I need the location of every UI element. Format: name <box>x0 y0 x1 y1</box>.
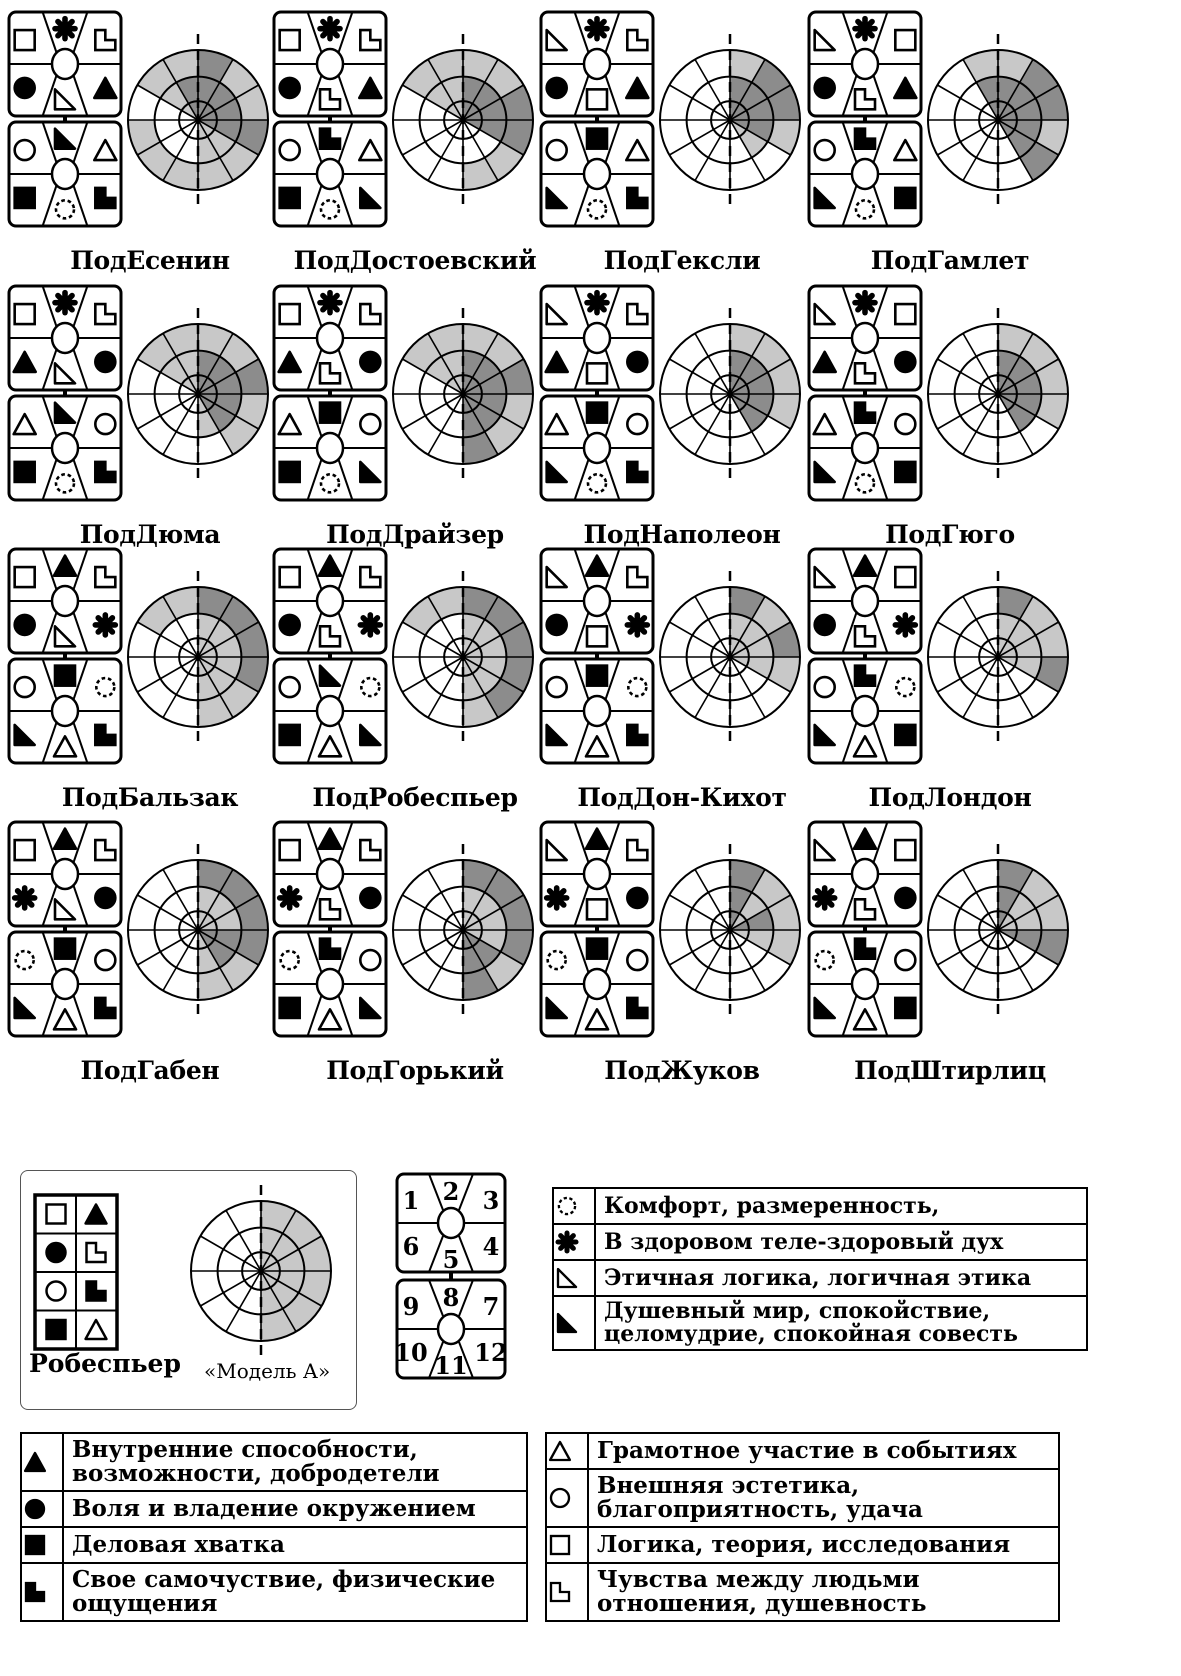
sociotype-label: ПодДостоевский <box>293 246 537 275</box>
legend-text: Душевный мир, спокойствие, целомудрие, спокойная совесть <box>595 1296 1087 1350</box>
circle-filled-icon <box>15 615 35 635</box>
square-outline-icon <box>895 840 915 860</box>
sociotype-diagram <box>805 8 1095 244</box>
legend-row <box>546 1469 1059 1527</box>
asterisk-icon <box>95 615 115 635</box>
legend-row <box>553 1260 1087 1296</box>
circle-outline-icon <box>280 677 300 697</box>
legend-text: Деловая хватка <box>63 1527 527 1563</box>
sociotype-label: ПодЖуков <box>604 1056 760 1085</box>
sociotype-label: ПодГамлет <box>870 246 1030 275</box>
circle-outline-icon <box>815 677 835 697</box>
comfort-icon <box>56 474 74 492</box>
circle-filled-icon <box>360 888 380 908</box>
sociotype-cell <box>805 8 1095 288</box>
asterisk-icon <box>815 888 835 908</box>
legend-row <box>21 1433 527 1491</box>
circle-outline-icon <box>895 414 915 434</box>
sociotype-label: ПодГексли <box>603 246 761 275</box>
legend-text: Воля и владение окружением <box>63 1491 527 1527</box>
circle-filled-icon <box>547 615 567 635</box>
position-number: 8 <box>442 1283 460 1312</box>
square-filled-icon <box>895 998 915 1018</box>
sociotype-label: ПодДюма <box>79 520 221 549</box>
sociotype-diagram <box>5 818 295 1054</box>
sociotype-label: ПодРобеспьер <box>312 783 518 812</box>
circle-outline-icon <box>551 1489 569 1507</box>
square-filled-icon <box>587 666 607 686</box>
square-outline-icon <box>587 626 607 646</box>
asterisk-icon <box>895 615 915 635</box>
comfort-icon <box>16 951 34 969</box>
circle-filled-icon <box>95 352 115 372</box>
position-number: 2 <box>442 1177 460 1206</box>
legend-right <box>545 1432 1060 1622</box>
robespierre-name: Робеспьер <box>29 1349 181 1378</box>
legend-text: Комфорт, размеренность, <box>595 1188 1087 1224</box>
sociotype-cell <box>805 282 1095 562</box>
square-filled-icon <box>320 403 340 423</box>
asterisk-icon <box>360 615 380 635</box>
sociotype-diagram <box>805 818 1095 1054</box>
circle-outline-icon <box>627 414 647 434</box>
sociotype-label: ПодГюго <box>885 520 1015 549</box>
sociotype-diagram <box>537 818 827 1054</box>
square-outline-icon <box>280 30 300 50</box>
position-number: 6 <box>402 1232 420 1261</box>
sociotype-label: ПодГабен <box>80 1056 220 1085</box>
circle-outline-icon <box>627 950 647 970</box>
sociotype-label: ПодДон-Кихот <box>577 783 787 812</box>
position-number: 9 <box>402 1292 420 1321</box>
asterisk-icon <box>55 293 75 313</box>
sociotype-label: ПодНаполеон <box>583 520 781 549</box>
circle-outline-icon <box>280 140 300 160</box>
sociotype-cell <box>270 545 560 825</box>
square-outline-icon <box>47 1205 66 1224</box>
circle-filled-icon <box>547 78 567 98</box>
circle-filled-icon <box>280 615 300 635</box>
square-outline-icon <box>280 840 300 860</box>
position-number: 10 <box>394 1338 428 1367</box>
square-outline-icon <box>280 567 300 587</box>
right-triangle-outline-icon <box>558 1269 576 1287</box>
circle-outline-icon <box>47 1282 66 1301</box>
circle-filled-icon <box>627 352 647 372</box>
legend-text: В здоровом теле-здоровый дух <box>595 1224 1087 1260</box>
comfort-icon <box>628 678 646 696</box>
circle-filled-icon <box>815 78 835 98</box>
sociotype-diagram <box>5 545 295 781</box>
legend-left <box>20 1432 528 1622</box>
circle-outline-icon <box>547 677 567 697</box>
legend-text: Внутренние способности, возможности, добродетели <box>63 1433 527 1491</box>
circle-outline-icon <box>360 414 380 434</box>
robespierre-wheel <box>181 1181 341 1381</box>
legend-row <box>546 1527 1059 1563</box>
square-filled-icon <box>587 129 607 149</box>
sociotype-diagram <box>537 545 827 781</box>
comfort-icon <box>56 200 74 218</box>
comfort-icon <box>856 200 874 218</box>
asterisk-icon <box>547 888 567 908</box>
square-filled-icon <box>895 462 915 482</box>
legend-small <box>552 1187 1088 1351</box>
sociotype-diagram <box>537 8 827 244</box>
position-number: 7 <box>482 1292 500 1321</box>
asterisk-icon <box>855 293 875 313</box>
circle-outline-icon <box>547 140 567 160</box>
sociotype-label: ПодЛондон <box>868 783 1032 812</box>
circle-filled-icon <box>627 888 647 908</box>
square-filled-icon <box>280 725 300 745</box>
sociotype-label: ПодШтирлиц <box>854 1056 1046 1085</box>
comfort-icon <box>361 678 379 696</box>
asterisk-icon <box>558 1233 576 1251</box>
legend-text: Этичная логика, логичная этика <box>595 1260 1087 1296</box>
comfort-icon <box>548 951 566 969</box>
right-triangle-filled-icon <box>558 1314 576 1332</box>
sociotype-cell <box>5 818 295 1098</box>
asterisk-icon <box>320 19 340 39</box>
square-outline-icon <box>15 567 35 587</box>
square-filled-icon <box>895 725 915 745</box>
sociotype-cell <box>805 545 1095 825</box>
comfort-icon <box>281 951 299 969</box>
sociotype-diagram <box>537 282 827 518</box>
circle-filled-icon <box>95 888 115 908</box>
sociotype-cell <box>537 545 827 825</box>
sociotype-diagram <box>805 545 1095 781</box>
asterisk-icon <box>587 19 607 39</box>
legend-row <box>546 1563 1059 1621</box>
sociotype-label: ПодГорький <box>326 1056 504 1085</box>
square-outline-icon <box>15 30 35 50</box>
sociotype-diagram <box>5 282 295 518</box>
legend-text: Внешняя эстетика, благоприятность, удача <box>588 1469 1059 1527</box>
square-outline-icon <box>551 1536 569 1554</box>
circle-outline-icon <box>15 140 35 160</box>
sociotype-cell <box>805 818 1095 1098</box>
square-outline-icon <box>15 840 35 860</box>
square-filled-icon <box>280 188 300 208</box>
position-number: 4 <box>482 1232 500 1261</box>
position-number: 3 <box>482 1186 500 1215</box>
triangle-filled-icon <box>25 1453 45 1471</box>
square-filled-icon <box>15 462 35 482</box>
circle-filled-icon <box>360 352 380 372</box>
comfort-icon <box>321 200 339 218</box>
legend-row <box>21 1491 527 1527</box>
sociotype-diagram <box>270 818 560 1054</box>
square-outline-icon <box>895 30 915 50</box>
comfort-icon <box>588 474 606 492</box>
circle-filled-icon <box>815 615 835 635</box>
circle-outline-icon <box>895 950 915 970</box>
comfort-icon <box>856 474 874 492</box>
sociotype-cell <box>270 282 560 562</box>
sociotype-label: ПодДрайзер <box>326 520 504 549</box>
square-outline-icon <box>280 304 300 324</box>
position-number: 1 <box>402 1186 420 1215</box>
sociotype-diagram <box>270 545 560 781</box>
square-outline-icon <box>15 304 35 324</box>
sociotype-cell <box>5 8 295 288</box>
circle-filled-icon <box>47 1243 66 1262</box>
circle-outline-icon <box>95 950 115 970</box>
robespierre-model-grid <box>33 1193 133 1353</box>
square-filled-icon <box>895 188 915 208</box>
asterisk-icon <box>855 19 875 39</box>
comfort-icon <box>896 678 914 696</box>
legend-row <box>21 1563 527 1621</box>
sociotype-label: ПодЕсенин <box>70 246 230 275</box>
triangle-outline-icon <box>550 1442 570 1460</box>
l-shape-outline-icon <box>551 1583 569 1601</box>
circle-outline-icon <box>15 677 35 697</box>
comfort-icon <box>96 678 114 696</box>
square-filled-icon <box>587 939 607 959</box>
circle-filled-icon <box>280 78 300 98</box>
legend-row <box>21 1527 527 1563</box>
legend-row <box>553 1296 1087 1350</box>
sociotype-diagram <box>270 282 560 518</box>
square-outline-icon <box>895 304 915 324</box>
legend-text: Чувства между людьми отношения, душевность <box>588 1563 1059 1621</box>
circle-filled-icon <box>895 352 915 372</box>
sociotype-cell <box>537 8 827 288</box>
asterisk-icon <box>627 615 647 635</box>
comfort-icon <box>816 951 834 969</box>
l-shape-filled-icon <box>26 1583 44 1601</box>
sociotype-diagram <box>805 282 1095 518</box>
square-filled-icon <box>15 188 35 208</box>
square-filled-icon <box>280 998 300 1018</box>
legend-row <box>546 1433 1059 1469</box>
square-filled-icon <box>26 1536 44 1554</box>
asterisk-icon <box>587 293 607 313</box>
legend-text: Грамотное участие в событиях <box>588 1433 1059 1469</box>
comfort-icon <box>559 1198 575 1214</box>
circle-filled-icon <box>895 888 915 908</box>
square-outline-icon <box>587 363 607 383</box>
sociotype-label: ПодБальзак <box>61 783 239 812</box>
square-filled-icon <box>55 939 75 959</box>
position-number: 5 <box>442 1245 460 1274</box>
square-outline-icon <box>587 899 607 919</box>
circle-outline-icon <box>95 414 115 434</box>
sociotype-cell <box>5 282 295 562</box>
asterisk-icon <box>320 293 340 313</box>
circle-filled-icon <box>26 1500 44 1518</box>
sociotype-diagram <box>5 8 295 244</box>
legend-row <box>553 1224 1087 1260</box>
comfort-icon <box>321 474 339 492</box>
sociotype-cell <box>270 818 560 1098</box>
square-filled-icon <box>47 1320 66 1339</box>
asterisk-icon <box>55 19 75 39</box>
square-filled-icon <box>55 666 75 686</box>
square-outline-icon <box>587 89 607 109</box>
position-number: 12 <box>474 1338 508 1367</box>
sociotype-cell <box>5 545 295 825</box>
legend-text: Логика, теория, исследования <box>588 1527 1059 1563</box>
square-filled-icon <box>280 462 300 482</box>
sociotype-cell <box>270 8 560 288</box>
position-number: 11 <box>434 1351 468 1380</box>
square-filled-icon <box>587 403 607 423</box>
model-a-label: «Модель А» <box>204 1359 331 1383</box>
sociotype-cell <box>537 818 827 1098</box>
circle-filled-icon <box>15 78 35 98</box>
square-outline-icon <box>895 567 915 587</box>
sociotype-diagram <box>270 8 560 244</box>
legend-text: Свое самочуствие, физические ощущения <box>63 1563 527 1621</box>
circle-outline-icon <box>360 950 380 970</box>
sociotype-cell <box>537 282 827 562</box>
legend-row <box>553 1188 1087 1224</box>
comfort-icon <box>588 200 606 218</box>
circle-outline-icon <box>815 140 835 160</box>
position-numbering <box>393 1170 511 1398</box>
robespierre-panel <box>20 1170 357 1410</box>
asterisk-icon <box>280 888 300 908</box>
asterisk-icon <box>15 888 35 908</box>
